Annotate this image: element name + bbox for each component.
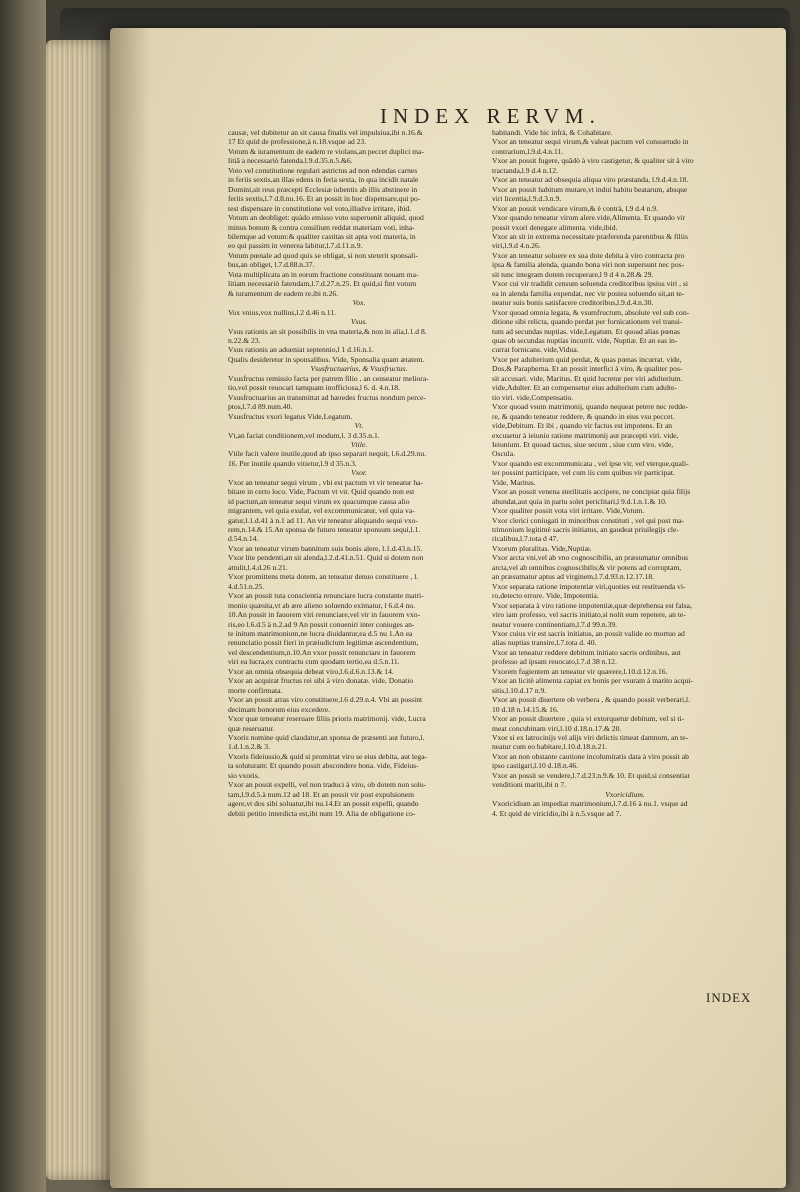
index-line: Vxor an possit venena sterilitatis accipere, ne concipiat quia filijs	[492, 487, 691, 497]
index-line: Vxor quoad vsum matrimonij, quando nequeat petere nec redde-	[492, 402, 688, 412]
index-line: Vxor an teneatur sequi virum,& valeat pactum vel consuetudo in	[492, 137, 689, 147]
index-line: Vxoris nomine quid claudatur,an sponsa de præsenti aut futuro,l.	[228, 733, 425, 742]
index-line: litiâ a necessariò fatenda.l.9.d.35.n.5.&6.	[228, 156, 353, 166]
index-line: tio,vel possit reuocari tamquam inofficiosa,l 6. d. 4.n.18.	[228, 383, 400, 393]
index-line: Vxor lite pendenti,an sit alenda,l.2.d.41.n.51. Quid si dotem non	[228, 553, 424, 563]
index-line: Ieiunium. Et quoad tactus, siue secum , siue cum viro. vide,	[492, 439, 674, 449]
index-line: Oscula.	[492, 449, 515, 459]
index-line: quas ob secundas nuptias incurrit. vide, Nuptiæ. Et an eas in-	[492, 335, 678, 345]
index-line: 17 Et quid de professione,à n.18.vsque ad 23.	[228, 137, 367, 147]
index-line: ro,detecto errore. Vide, Impotentia.	[492, 591, 599, 601]
index-line: Vxor si ex latrocinijs vel alijs viri delictis timeat damnum, an te-	[492, 733, 689, 742]
index-line: Vxor an possit se vendere,l.7.d.23.n.9.& 10. Et quid,si consentiat	[492, 770, 690, 780]
index-line: Vxor an possit arras viro constituere,l.6 d.29.n.4. Vbi an possint	[228, 695, 423, 705]
index-line: Vxor cuius vir est sacris initiatus, an possit valide eo mortuo ad	[492, 629, 685, 639]
index-line: Voto vel constitutione regulari astrictus ad non edendas carnes	[228, 165, 418, 175]
book-spine	[0, 0, 46, 1192]
index-line: Vota multiplicata an in eorum fractione constituant nouam ma-	[228, 269, 419, 279]
index-line: Vxor per adulterium quid perdat, & quas pœnas incurrat. vide,	[492, 354, 682, 364]
index-line: Dos,& Parapherna. Et an possit interfici à viro, & qualiter pos-	[492, 364, 683, 374]
index-line: 1.d.1.n.2.& 3.	[228, 742, 270, 752]
index-line: Vsus.	[350, 317, 368, 327]
index-line: morte confirmata.	[228, 685, 283, 695]
index-line: Vxor an possit fugere, quãdò à viro castigetur, & qualiter sit à viro	[492, 156, 694, 166]
index-line: causæ, vel dubitetur an sit causa finalis vel impulsiua,ibi n.16.&	[228, 128, 423, 137]
index-line: possit vxori denegare alimenta. vide,ibid.	[492, 222, 618, 232]
index-line: renunciatio possit fieri in præiudicium legitimæ ascendentium,	[228, 638, 419, 648]
index-line: Vxor promittens meta dotem, an teneatur denuo constituere , l.	[228, 572, 419, 582]
index-line: Votum & iuramentum de eadem re violans,an peccet duplici ma-	[228, 146, 424, 156]
index-line: Vt,an faciat conditionem,vel modum,l. 3 d.35.n.1.	[228, 430, 380, 440]
index-line: Vsusfructuarius, & Vsusfructus.	[310, 364, 408, 374]
index-line: Vxor quoad omnia legata, & vsumfructum, absolute vel sub con-	[492, 307, 690, 317]
index-line: Vxor quando teneatur virum alere.vide,Alimenta. Et quando vir	[492, 213, 686, 223]
index-line: Vxor arcta vni,vel ab vno cognoscibilis, an præsumatur omnibus	[492, 553, 689, 563]
index-line: neatur cum eo habitare,l.10.d.18.n.21.	[492, 742, 608, 752]
index-line: Vxor separata à viro ratione impotentiæ,quæ deprehensa est falsa,	[492, 600, 692, 610]
index-line: migrantem, vel quia exulat, vel excommunicatur, vel quia va-	[228, 506, 415, 516]
index-line: viri,l.9.d 4.n.26.	[492, 241, 541, 251]
index-line: bilemque ad votum:& qualiter castitas sit apta voti materia, in	[228, 231, 416, 241]
index-line: an præsumatur aptus ad virginem,l.7.d.93.n.12.17.18.	[492, 572, 655, 582]
index-line: venditioni mariti,ibi n 7.	[492, 780, 567, 790]
index-line: ris,eo l.6.d.5 à n.2.ad 9 An possit conueniri inter coniuges an-	[228, 619, 415, 629]
index-line: tio viri. vide,Compensatio.	[492, 392, 574, 402]
index-line: attulit,l.4.d.26 n.21.	[228, 562, 288, 572]
index-line: 10.An possit in fauorem viri renunciare,vel vir in fauorem vxo-	[228, 610, 421, 620]
index-line: alias nuptias transire,l.7.tota d. 40.	[492, 638, 597, 648]
index-line: Vxor cui vir tradidit censum soluenda creditoribus ipsius viri , si	[492, 279, 688, 289]
index-line: arcta,vel ab omnibus cognoscibilis;& vir potens ad corruptam,	[492, 562, 682, 572]
index-line: decimam bonorum eius excedere.	[228, 704, 331, 714]
index-line: Vxorum pluralitas. Vide,Nuptiæ.	[492, 543, 592, 553]
index-line: viro iam professo, vel sacris initiato,si nolit eum repetere, an te-	[492, 610, 686, 620]
index-line: Vtile facit valere inutile,quod ab ipso separari nequit, l.6.d.29.nu.	[228, 449, 427, 459]
index-line: abundat,aut quia in partu solet periclitari,l 9.d.1.n.1.& 10.	[492, 496, 667, 506]
index-line: viri ea lucra,ex contractu cum quodam tertio,ea d.5.n.11.	[228, 657, 400, 667]
index-line: bitare in certo loco. Vide, Pactum vt vir. Quid quando non est	[228, 487, 415, 497]
index-line: viri licentia,l.9.d.3.n.9.	[492, 194, 562, 204]
index-line: ipsa & familia alenda, quando bona viri non supersunt nec pos-	[492, 260, 685, 270]
index-line: Vxor an possit tuta conscientia renunciare lucra constante matri-	[228, 591, 424, 601]
index-line: Vxoricidium.	[605, 789, 645, 799]
index-line: vel descendentium,n.10.An vxor possit renunciare in fauorem	[228, 647, 416, 657]
gutter-shadow	[110, 28, 150, 1188]
index-line: vide,Debitum. Et ibi , quando vir factus est impotens. Et an	[492, 421, 673, 431]
index-line: Vxoris fideiussio,& quid si promittat viro se eius debita, aut lega-	[228, 751, 428, 761]
index-line: sit tunc integram dotem recuperare,l 9 d 4 n.28.& 29.	[492, 269, 654, 279]
index-line: Vxor an possit vendicare virum,& è contrà, l.9 d.4 n.9.	[492, 203, 658, 213]
index-line: tractanda,l.9 d.4 n.12.	[492, 165, 559, 175]
index-line: Vxor an teneatur soluere ex sua dote debita à viro contracta pro	[492, 250, 685, 260]
index-line: tum ad secundas nuptias. vide,Legatum. Et quoad alias pœnas	[492, 326, 680, 336]
index-line: d.54.n.14.	[228, 534, 259, 544]
index-line: monio quæsita,vt ab ære alieno soluendo eximatur, l 6.d.4 nu.	[228, 600, 415, 610]
index-line: trimonium legitimè sacris initiatus, an gaudeat priuilegijs cle-	[492, 525, 679, 535]
index-line: Vsusfructuarius an transmittat ad hæredes fructus nondum perce-	[228, 392, 427, 402]
index-line: Votum pœnale ad quod quis se obligat, si non steterit sponsali-	[228, 250, 418, 260]
index-line: Vsusfructus vxori legatus Vide,Legatum.	[228, 411, 353, 421]
index-line: Vxor an teneatur virum bannitum suis bonis alere, l.1.d.43.n.15.	[228, 543, 423, 553]
index-line: ptos,l.7.d 89.num.40.	[228, 402, 293, 412]
index-line: ipso castigari,l.10 d.18.n.46.	[492, 761, 579, 771]
index-line: Vxor clerici coniugati in minoribus constituti , vel qui post ma-	[492, 515, 685, 525]
index-line: Vide, Maritus.	[492, 477, 536, 487]
index-line: in feriis sextis,an illas edens in feria sexta, in qua incidit natale	[228, 175, 419, 185]
index-line: Vxor.	[351, 468, 367, 478]
index-line: Vxor an teneatur reddere debitum initiato sacris ordinibus, aut	[492, 647, 681, 657]
index-line: n.22.& 23.	[228, 335, 261, 345]
index-line: 16. Per inutile quando vitietur,l.9 d 35.n.3.	[228, 458, 357, 468]
index-line: minus bonum & contra consilium reddat materiam voti, inha-	[228, 222, 415, 232]
index-line: Vxor an acquirat fructus rei sibi à viro donatæ. vide, Donatio	[228, 676, 414, 686]
index-line: Vxorem fugientem an teneatur vir quærere,l.10.d.12.n.16.	[492, 666, 668, 676]
index-line: neatur suis bonis satisfacere creditoribus,l.9.d.4.n.30.	[492, 298, 654, 308]
index-line: Vox vnius,vox nullius,l.2 d.46 n.11.	[228, 307, 337, 317]
index-line: Vxor an teneatur sequi virum , vbi est pactum vt vir teneatur ha-	[228, 477, 424, 487]
index-line: excusetur à ieiunio ratione matrimonij aut præcepti viri. vide,	[492, 430, 679, 440]
index-line: ea in alenda familia expendat, nec vir postea soluendo sit,an te-	[492, 288, 685, 298]
index-line: sio vxoris.	[228, 770, 260, 780]
index-line: Vxoricidium an impediat matrimonium,l.7.d.16 à nu.1. vsque ad	[492, 799, 688, 809]
index-line: ter possint participare, vel cum iis cum quibus vir participat.	[492, 468, 675, 478]
index-line: ricalibus,l.7.tota d 47.	[492, 534, 559, 544]
index-line: test dispensare in constitutione vel voto,illudve irritare, ibid.	[228, 203, 412, 213]
index-line: contrarium,l.9.d.4.n.11.	[492, 146, 564, 156]
index-line: 4. Et quid de viricidio,ibi à n.5.vsque ad 7.	[492, 808, 622, 818]
index-line: 4.d.51.n.25.	[228, 581, 265, 591]
index-line: & iuramentum de eadem re,ibi n.26.	[228, 288, 339, 298]
index-line: quæ reseruatur.	[228, 723, 275, 733]
index-line: Qualis desideretur in sponsalibus. Vide, Sponsalia quam ætatem.	[228, 354, 425, 364]
index-line: Vsusfructus remissio facta per patrem filio , an censeatur meliora-	[228, 373, 429, 383]
index-line: currat fornicans. vide,Vidua.	[492, 345, 579, 355]
index-line: 10 d.18 n.14.15.& 16.	[492, 704, 559, 714]
index-line: Vxor an licitè alimenta capiat ex bonis per vsuram à marito acqui-	[492, 676, 693, 686]
index-line: bus,an obliget, l.7.d.88.n.37.	[228, 260, 315, 270]
index-line: Vxor qualiter possit vota viri irritare. Vide,Votum.	[492, 506, 645, 516]
index-line: feriis sextis,l.7 d.8.nu.16. Et an possit in hoc dispensare,qui po-	[228, 194, 421, 204]
catchword: INDEX	[706, 990, 752, 1005]
index-line: tam,l.9.d.5.à num.12 ad 18. Et an possit vir post expulsionem	[228, 789, 415, 799]
left-column	[228, 128, 490, 818]
index-line: Vxor separata ratione impotentiæ viri,quoties est restituenda vi-	[492, 581, 686, 591]
index-line: Vxor an sit in extrema necessitate præferenda parentibus & filiis	[492, 231, 688, 241]
index-line: id pactum,an teneatur sequi virum ex quacumque causa alio	[228, 496, 410, 506]
index-line: Vxor an non obstante cautione incolumitatis data à viro possit ab	[492, 751, 689, 761]
index-line: Vt.	[354, 421, 364, 431]
index-line: Vxor an possit habitum mutare,vt indui habitu beatarum, absque	[492, 184, 688, 194]
index-line: rem,n.14.& 15.An sponsa de futuro teneatur sponsum sequi,l.1.	[228, 525, 421, 535]
index-line: professo ad ipsam reuocato,l.7.d 38 n.12.	[492, 657, 617, 667]
index-line: neatur vouere continentiam,l.7.d 99.n.39.	[492, 619, 618, 629]
index-line: sitis,l.10.d.17 n.9.	[492, 685, 547, 695]
index-line: vide,Adulter. Et an compensetur eius adulterium cum adulte-	[492, 383, 677, 393]
index-line: Vxor quæ teneatur reseruare filiis prioris matrimonij. vide, Lucra	[228, 714, 426, 724]
index-line: re, & quando teneatur reddere, & quando in eius vsu peccet.	[492, 411, 675, 421]
index-line: litiam necessariò fatendam,l.7.d.27.n.25. Et quid,si fint votum	[228, 279, 417, 289]
index-line: Vxor an possit diuertere , quia vi extorquetur debitum, vel si ti-	[492, 714, 685, 724]
index-line: Vsus rationis an adueniat septennio,l 1 d.16.n.1.	[228, 345, 374, 355]
index-line: habitandi. Vide hic infrà, & Cohabitare.	[492, 128, 613, 137]
right-column	[492, 128, 758, 818]
index-line: eo qui passim in venerea labitur,l.7.d.11.n.9.	[228, 241, 363, 251]
index-line: Vxor an teneatur ad obsequia aliqua viro præstanda, l.9.d.4.n.18.	[492, 175, 689, 185]
index-line: Vsus rationis an sit possibilis in vna materia,& non in alia,l.1.d 8.	[228, 326, 427, 336]
index-line: debiti petitio interdicta est,ibi num 19. Alia de obligatione co-	[228, 808, 416, 818]
index-line: Vxor an possit diuertere ob verbera , & quando possit verberari,l.	[492, 695, 691, 705]
index-line: Vox.	[352, 298, 366, 308]
index-line: sit accusari. vide, Maritus. Et quid lucretur per viri adulterium.	[492, 373, 683, 383]
index-line: Vxor an possit expelli, vel non traduci à viro, ob dotem non solu-	[228, 780, 427, 790]
index-line: te initum matrimonium,ne lucra diuidantur,ea d.5 nu 1.An ea	[228, 629, 413, 639]
index-line: ditione sibi relicta, quando perdat per fornicationem vel transi-	[492, 317, 683, 327]
index-line: gatur,l.1.d.41 à n.1 ad 11. An vir teneatur aliquando sequi vxo-	[228, 515, 419, 525]
index-line: agere,vt dos sibi soluatur,ibi nu.14.Et an possit expelli, quando	[228, 799, 419, 809]
index-line: meat concubinam viri,l.10 d.18.n.17.& 20.	[492, 723, 622, 733]
index-line: ta soluturam: Et quando possit abscondere bona. vide, Fideius-	[228, 761, 419, 771]
index-line: Vtile.	[350, 439, 368, 449]
index-line: Votum an deobliget: quàdo emisso voto superuenit aliquid, quod	[228, 213, 424, 223]
index-line: Domini,sit reus præcepti Ecclesiæ iubentis ab illis abstinere in	[228, 184, 418, 194]
index-line: Vxor quando est excommunicata , vel ipse vir, vel vterque,quali-	[492, 458, 689, 468]
running-heading: INDEX RERVM.	[380, 104, 601, 128]
index-line: Vxor an omnia obsequia debeat viro,l.6.d.6.n.13.& 14.	[228, 666, 394, 676]
